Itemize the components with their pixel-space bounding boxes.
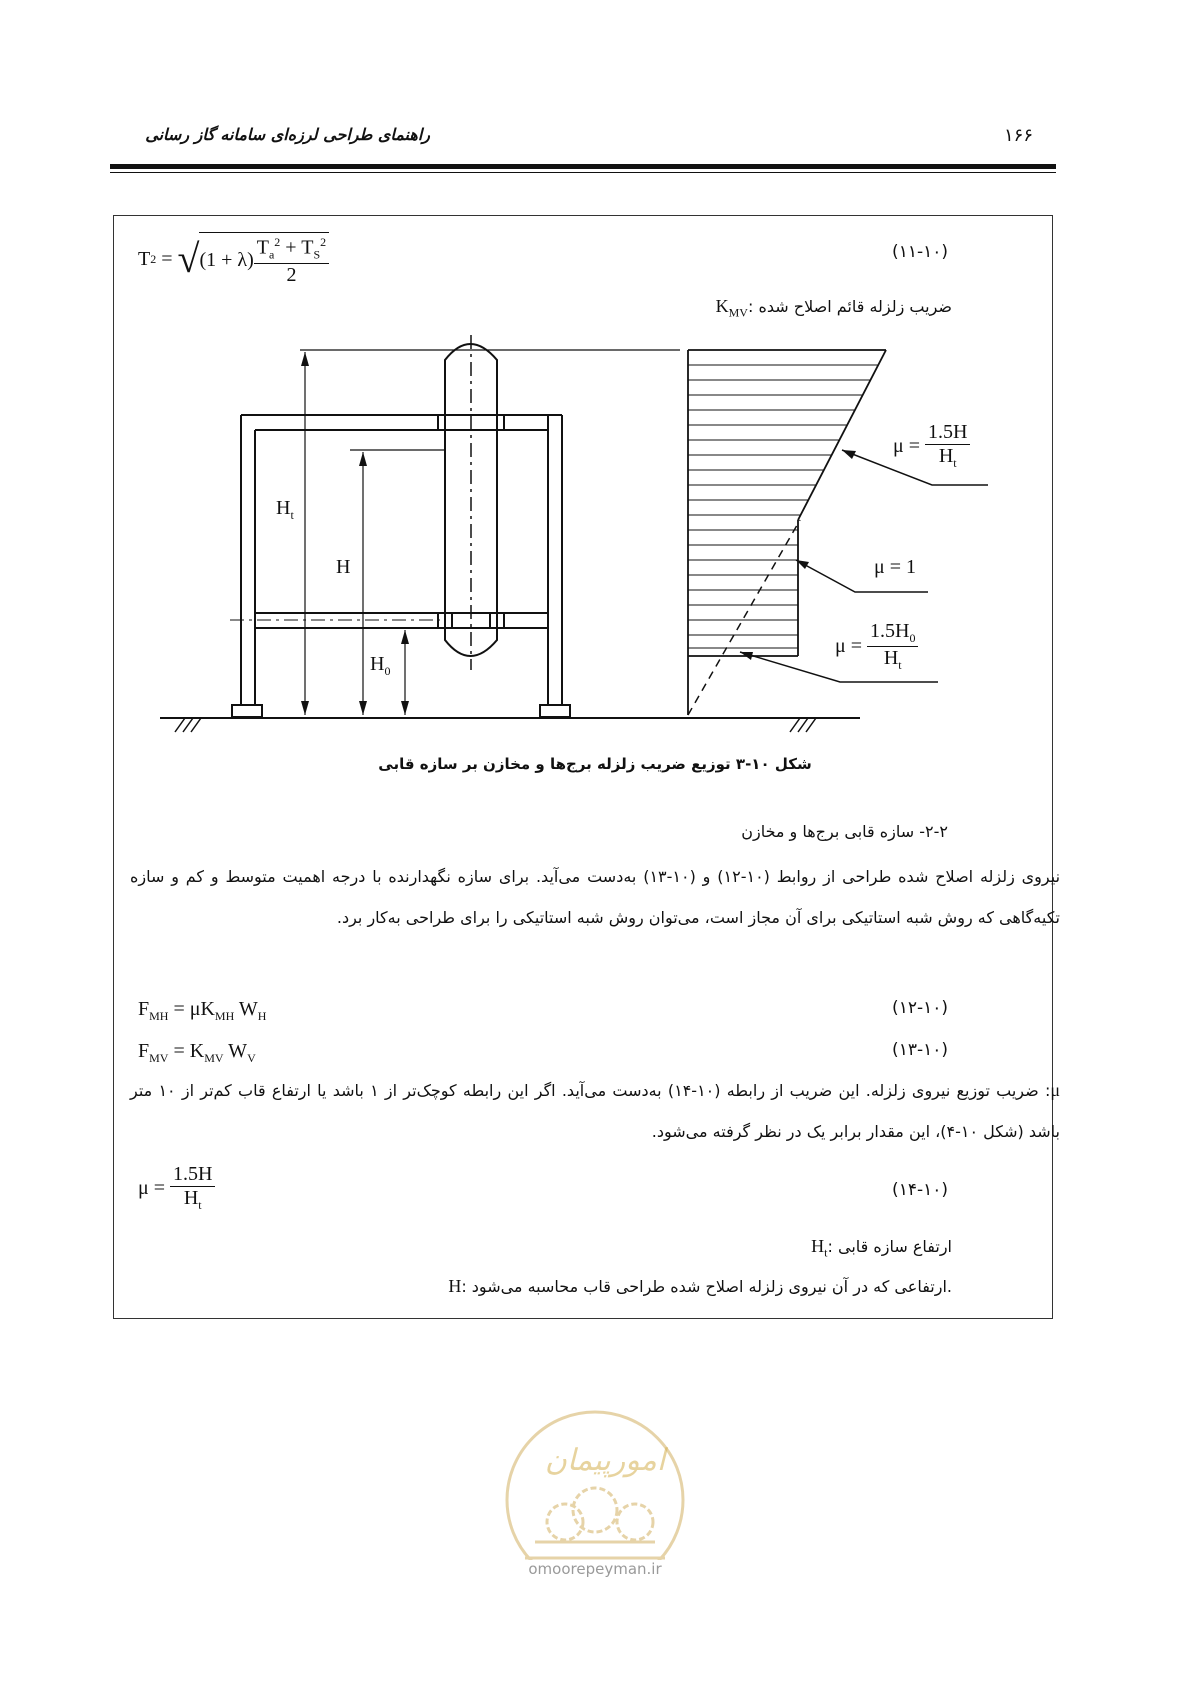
running-header-title: راهنمای طراحی لرزه‌ای سامانه گاز رسانی [145, 125, 430, 144]
figure-caption: شکل ۱۰-۳ توزیع ضریب زلزله برج‌ها و مخازن بر سازه قابی [378, 755, 812, 773]
label-h: H [336, 556, 351, 578]
eq11-equals: = [156, 247, 178, 270]
equation-14-number: (۱۴-۱۰) [892, 1180, 948, 1200]
page-number: ۱۶۶ [1004, 125, 1034, 146]
eq11-lhs: T [138, 247, 151, 270]
mu-definition [130, 1070, 1060, 1152]
mu-symbol: μ [1050, 1080, 1060, 1100]
eq11-denominator: 2 [286, 263, 297, 286]
equation-12-number: (۱۲-۱۰) [892, 998, 948, 1018]
label-h0: $H_0$ [370, 653, 391, 678]
eq11-prefix: (1 + λ) [199, 249, 254, 272]
equation-13-formula: $F_{MV} = K_{MV}$ $W_V$ [138, 1040, 256, 1065]
equation-13-number: (۱۳-۱۰) [892, 1040, 948, 1060]
label-mu-top: μ = $\frac{1.5H}{H_t}$ [893, 421, 970, 471]
figure-frame-structure [0, 0, 1190, 780]
equation-14-formula: μ = $\frac{1.5H}{H_t}$ [138, 1163, 215, 1213]
watermark-url: omoorepeyman.ir [528, 1560, 662, 1578]
watermark-logo-text: امورپیمان [544, 1443, 666, 1478]
section-paragraph: نیروی زلزله اصلاح شده طراحی از روابط (۱۰-۱۲) و (۱۰-۱۳) به‌دست می‌آید. برای سازه نگهدارنده با درجه اهمیت متوسط و کم و سازه تکیه‌گاهی که روش شبه استاتیکی برای آن مجاز است، می‌توان روش شبه استاتیکی را برای طراحی به‌کار برد. [130, 867, 1061, 927]
kmv-symbol: $K_{MV}$ [715, 296, 748, 320]
equation-12-formula: $F_{MH} = \mu K_{MH}$ $W_H$ [138, 998, 267, 1023]
ht-definition: $H_t$: ارتفاع سازه قابی [811, 1236, 952, 1260]
h-definition: H: ارتفاعی که در آن نیروی زلزله اصلاح شده طراحی قاب محاسبه می‌شود. [448, 1276, 952, 1296]
eq11-lhs-sub: 2 [150, 251, 157, 266]
label-ht: $H_t$ [276, 497, 294, 522]
mu-definition-text: : ضریب توزیع نیروی زلزله. این ضریب از رابطه (۱۰-۱۴) به‌دست می‌آید. اگر این رابطه کوچک‌تر از ۱ باشد یا ارتفاع قاب کم‌تر از ۱۰ متر باشد (شکل ۱۰-۴)، این مقدار برابر یک در نظر گرفته می‌شود. [130, 1081, 1060, 1141]
kmv-text: : ضریب زلزله قائم اصلاح شده [747, 297, 952, 316]
label-mu-bot: μ = $\frac{1.5H_0}{H_t}$ [835, 620, 918, 673]
section-heading: ۲-۲- سازه قابی برج‌ها و مخازن [741, 822, 948, 841]
sqrt-sign: √ [177, 236, 200, 282]
label-mu-mid: μ = 1 [874, 556, 917, 578]
equation-11-number: (۱۱-۱۰) [892, 242, 948, 262]
eq11-numerator: $T_a^2 + T_S^2$ [254, 235, 329, 264]
watermark-logo [495, 1410, 695, 1560]
